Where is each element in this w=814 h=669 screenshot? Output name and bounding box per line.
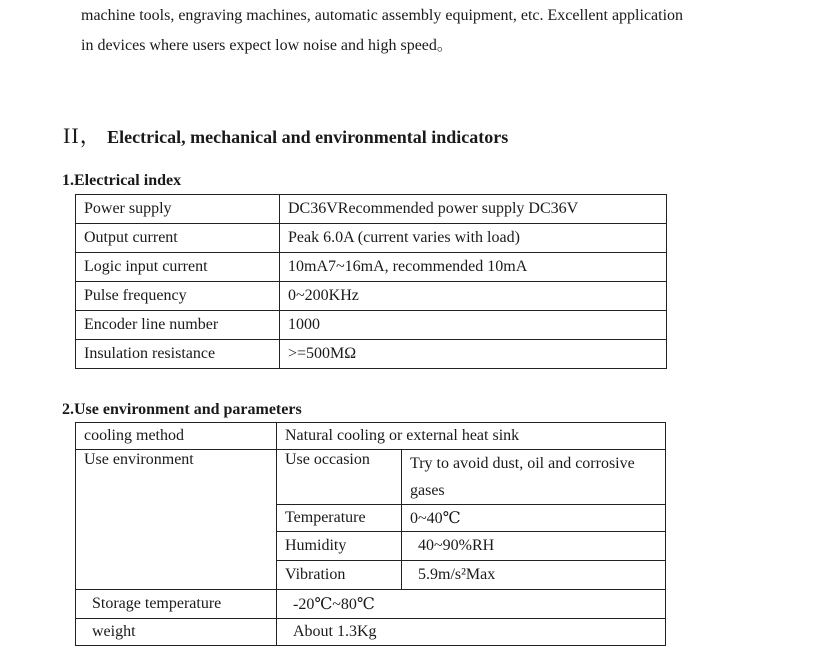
row-value: DC36VRecommended power supply DC36V (280, 195, 667, 224)
use-environment-label: Use environment (76, 450, 277, 590)
humidity-value: 40~90%RH (402, 532, 666, 561)
environment-table (75, 422, 666, 646)
row-value: 0~200KHz (280, 282, 667, 311)
table-row (76, 340, 667, 369)
table-row (76, 423, 666, 450)
table-row (76, 311, 667, 340)
table-row (76, 253, 667, 282)
weight-value: About 1.3Kg (277, 619, 666, 646)
weight-label: weight (76, 619, 277, 646)
environment-heading: 2.Use environment and parameters (62, 401, 302, 418)
table-row (76, 450, 666, 505)
cooling-label: cooling method (76, 423, 277, 450)
cooling-value: Natural cooling or external heat sink (277, 423, 666, 450)
row-value: Peak 6.0A (current varies with load) (280, 224, 667, 253)
temperature-value: 0~40℃ (402, 505, 666, 532)
storage-temperature-label: Storage temperature (76, 590, 277, 619)
table-row (76, 282, 667, 311)
table-row (76, 195, 667, 224)
humidity-label: Humidity (277, 532, 402, 561)
intro-text-line-2: in devices where users expect low noise and high speed。 (81, 37, 453, 54)
row-label: Output current (76, 224, 280, 253)
vibration-value: 5.9m/s²Max (402, 561, 666, 590)
row-label: Pulse frequency (76, 282, 280, 311)
table-row (76, 619, 666, 646)
row-value: 10mA7~16mA, recommended 10mA (280, 253, 667, 282)
row-label: Encoder line number (76, 311, 280, 340)
row-label: Power supply (76, 195, 280, 224)
section-number: II， (63, 123, 103, 148)
row-label: Logic input current (76, 253, 280, 282)
row-value: 1000 (280, 311, 667, 340)
electrical-index-table (75, 194, 667, 369)
storage-temperature-value: -20℃~80℃ (277, 590, 666, 619)
vibration-label: Vibration (277, 561, 402, 590)
table-row (76, 224, 667, 253)
temperature-label: Temperature (277, 505, 402, 532)
intro-text-line-1: machine tools, engraving machines, automatic assembly equipment, etc. Excellent application (81, 7, 684, 24)
electrical-index-heading: 1.Electrical index (62, 172, 182, 189)
table-row (76, 590, 666, 619)
row-label: Insulation resistance (76, 340, 280, 369)
section-title: Electrical, mechanical and environmental indicators (107, 127, 509, 147)
row-value: >=500MΩ (280, 340, 667, 369)
use-occasion-label: Use occasion (277, 450, 402, 505)
use-occasion-value: Try to avoid dust, oil and corrosive gases (402, 450, 666, 505)
section-heading (63, 119, 508, 150)
